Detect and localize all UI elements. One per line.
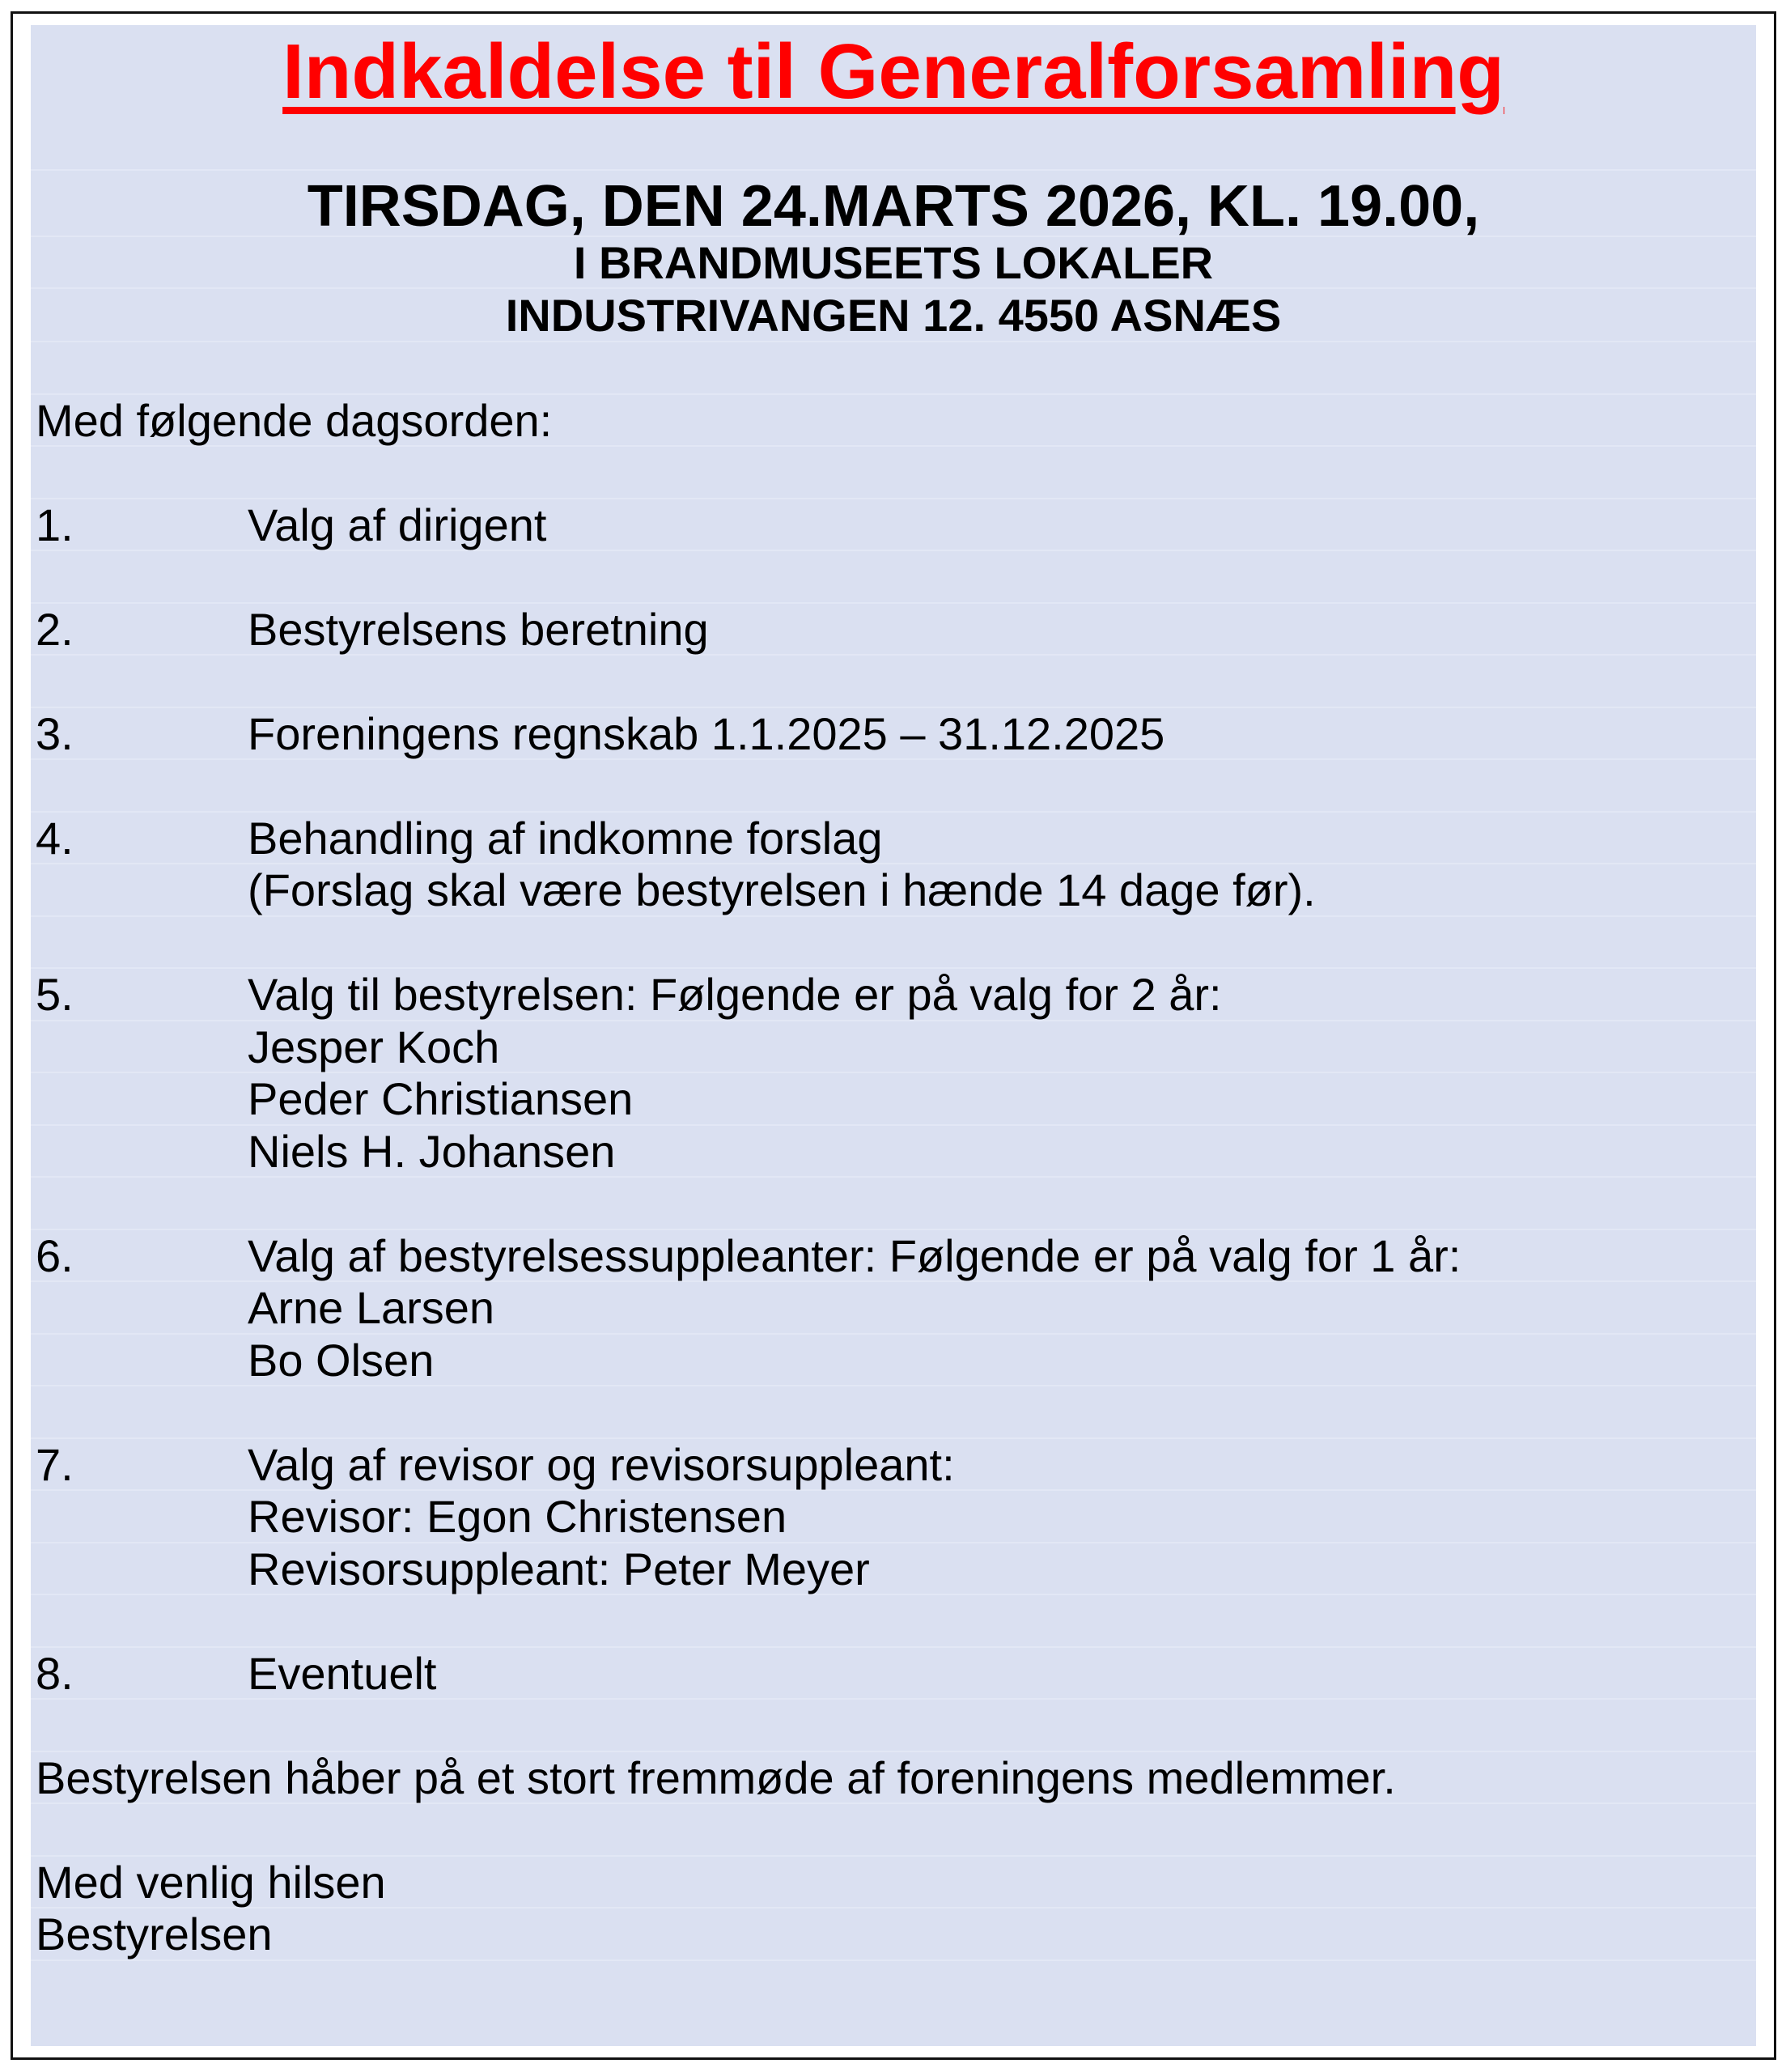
blank-row <box>31 656 1756 708</box>
agenda-item-detail-text: Revisor: Egon Christensen <box>248 1491 787 1542</box>
number-column-spacer <box>36 1335 248 1386</box>
agenda-item-text: Foreningens regnskab 1.1.2025 – 31.12.2025 <box>248 707 1165 759</box>
agenda-number: 6. <box>36 1229 74 1281</box>
blank-row <box>31 1595 1756 1648</box>
agenda-item <box>31 604 1756 656</box>
closing-text: Bestyrelsen håber på et stort fremmøde af foreningens medlemmer. <box>31 1752 1756 1805</box>
agenda-item <box>31 708 1756 761</box>
signature-greeting: Med venlig hilsen <box>31 1857 1756 1909</box>
agenda-item-text: Valg af revisor og revisorsuppleant: <box>248 1438 955 1490</box>
agenda-number: 8. <box>36 1647 74 1699</box>
blank-row <box>31 342 1756 395</box>
agenda-item-detail <box>31 1021 1756 1074</box>
agenda-item-detail-text: (Forslag skal være bestyrelsen i hænde 14 dage før). <box>248 864 1316 915</box>
number-column-spacer <box>36 1491 248 1542</box>
agenda-number: 4. <box>36 812 74 864</box>
blank-row <box>31 1804 1756 1857</box>
number-column-spacer <box>36 1543 248 1594</box>
agenda-item-text: Eventuelt <box>248 1647 437 1699</box>
agenda-body <box>31 342 1756 1961</box>
number-column-spacer <box>36 1282 248 1333</box>
agenda-number: 3. <box>36 707 74 759</box>
agenda-item-text: Valg af dirigent <box>248 499 547 550</box>
document-frame <box>11 11 1776 2060</box>
agenda-item-text: Bestyrelsens beretning <box>248 603 709 655</box>
blank-row <box>31 760 1756 813</box>
meeting-date: TIRSDAG, DEN 24.MARTS 2026, KL. 19.00, <box>307 174 1480 239</box>
agenda-item-detail-text: Niels H. Johansen <box>248 1125 616 1177</box>
agenda-item-detail <box>31 1126 1756 1178</box>
agenda-item-text: Valg af bestyrelsessuppleanter: Følgende er på valg for 1 år: <box>248 1229 1461 1281</box>
address-row <box>31 289 1756 342</box>
agenda-item-detail <box>31 1543 1756 1596</box>
page-title: Indkaldelse til Generalforsamling <box>282 28 1504 115</box>
agenda-number: 1. <box>36 499 74 550</box>
title-row <box>31 25 1756 171</box>
agenda-item <box>31 1230 1756 1283</box>
agenda-number: 7. <box>36 1438 74 1490</box>
number-column-spacer <box>36 864 248 915</box>
venue-row <box>31 237 1756 289</box>
agenda-item-detail <box>31 1335 1756 1387</box>
agenda-item-detail <box>31 1491 1756 1543</box>
agenda-number: 2. <box>36 603 74 655</box>
agenda-item-detail <box>31 1073 1756 1126</box>
date-row <box>31 171 1756 237</box>
blank-row <box>31 447 1756 499</box>
blank-row <box>31 917 1756 970</box>
agenda-item <box>31 1648 1756 1700</box>
agenda-item-detail <box>31 1282 1756 1335</box>
blank-row <box>31 1178 1756 1230</box>
meeting-address: INDUSTRIVANGEN 12. 4550 ASNÆS <box>505 290 1282 341</box>
agenda-intro: Med følgende dagsorden: <box>31 395 1756 448</box>
agenda-item-text: Behandling af indkomne forslag <box>248 812 883 864</box>
notice-sheet <box>31 25 1756 2046</box>
agenda-item-detail-text: Peder Christiansen <box>248 1073 634 1124</box>
blank-row <box>31 1386 1756 1439</box>
agenda-item-detail <box>31 864 1756 917</box>
signature-signer: Bestyrelsen <box>31 1909 1756 1961</box>
agenda-item <box>31 1439 1756 1492</box>
number-column-spacer <box>36 1073 248 1124</box>
meeting-venue: I BRANDMUSEETS LOKALER <box>573 237 1214 288</box>
agenda-item <box>31 969 1756 1021</box>
agenda-number: 5. <box>36 969 74 1020</box>
agenda-item-detail-text: Jesper Koch <box>248 1021 500 1072</box>
agenda-item-detail-text: Bo Olsen <box>248 1334 435 1386</box>
agenda-item <box>31 499 1756 552</box>
agenda-item-detail-text: Revisorsuppleant: Peter Meyer <box>248 1543 870 1594</box>
blank-row <box>31 1700 1756 1752</box>
agenda-item-detail-text: Arne Larsen <box>248 1282 495 1333</box>
number-column-spacer <box>36 1126 248 1177</box>
number-column-spacer <box>36 1021 248 1072</box>
agenda-item <box>31 813 1756 865</box>
agenda-item-text: Valg til bestyrelsen: Følgende er på valg for 2 år: <box>248 969 1222 1020</box>
blank-row <box>31 551 1756 604</box>
